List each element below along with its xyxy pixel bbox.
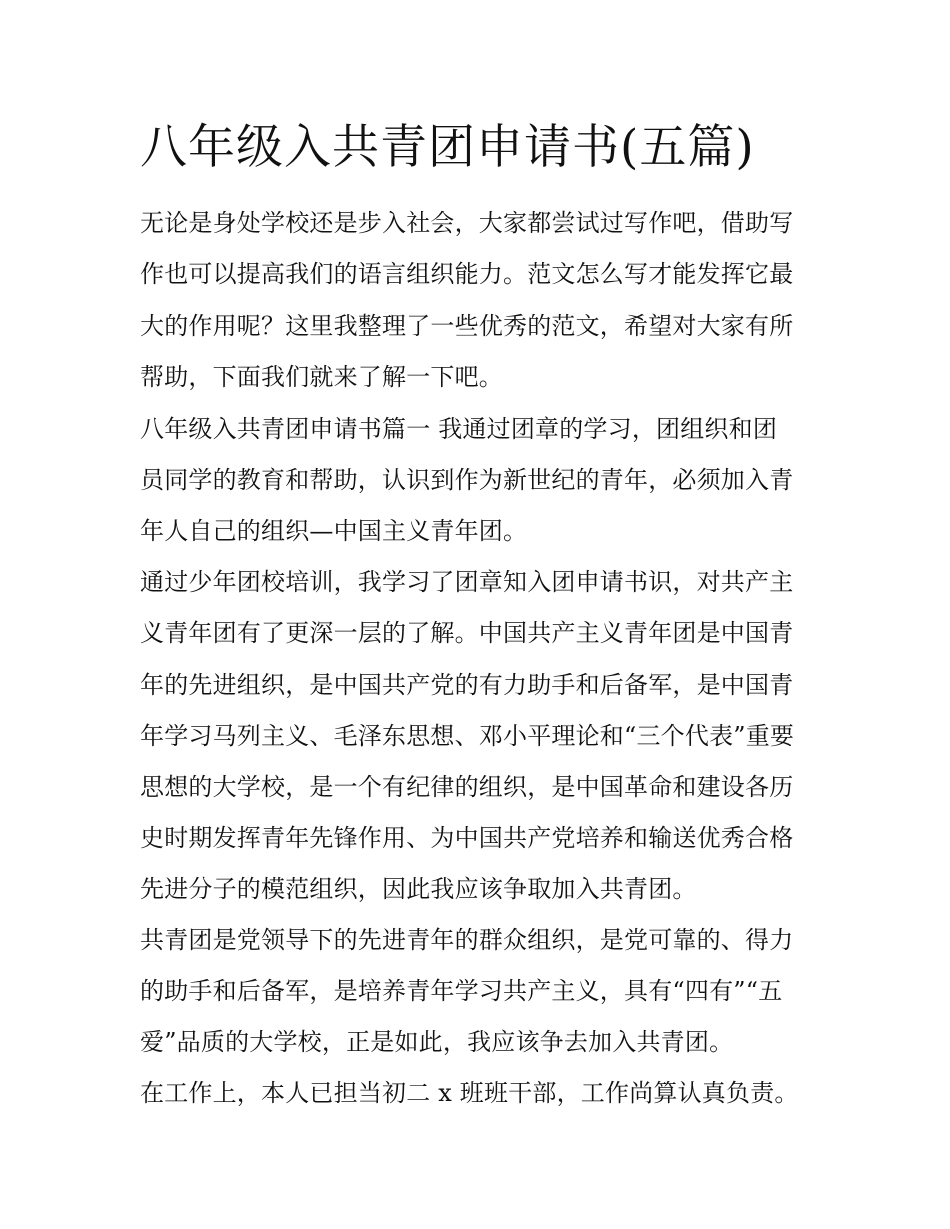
body-line: 史时期发挥青年先锋作用、为中国共产党培养和输送优秀合格 [140,824,794,852]
body-line: 在工作上，本人已担当初二 x 班班干部，工作尚算认真负责。 [140,1079,799,1107]
body-line: 通过少年团校培训，我学习了团章知入团申请书识，对共产主 [140,568,794,596]
body-line: 大的作用呢？这里我整理了一些优秀的范文，希望对大家有所 [140,312,794,340]
body-line: 义青年团有了更深一层的了解。中国共产主义青年团是中国青 [140,619,794,647]
body-line: 作也可以提高我们的语言组织能力。范文怎么写才能发挥它最 [140,260,794,288]
body-line: 无论是身处学校还是步入社会，大家都尝试过写作吧，借助写 [140,209,794,237]
body-line: 帮助，下面我们就来了解一下吧。 [140,363,503,391]
body-line: 先进分子的模范组织，因此我应该争取加入共青团。 [140,875,697,903]
body-line: 年人自己的组织—中国主义青年团。 [140,517,528,545]
page-title: 八年级入共青团申请书(五篇) [140,120,755,175]
body-line: 年的先进组织，是中国共产党的有力助手和后备军，是中国青 [140,671,794,699]
body-line: 员同学的教育和帮助，认识到作为新世纪的青年，必须加入青 [140,466,794,494]
body-line: 八年级入共青团申请书篇一 我通过团章的学习，团组织和团 [140,415,778,443]
body-line: 的助手和后备军，是培养青年学习共产主义，具有“四有”“五 [140,977,783,1005]
body-line: 年学习马列主义、毛泽东思想、邓小平理论和“三个代表”重要 [140,722,795,750]
body-line: 爱”品质的大学校，正是如此，我应该争去加入共青团。 [140,1028,734,1056]
body-line: 思想的大学校，是一个有纪律的组织，是中国革命和建设各历 [140,773,794,801]
body-line: 共青团是党领导下的先进青年的群众组织，是党可靠的、得力 [140,926,794,954]
